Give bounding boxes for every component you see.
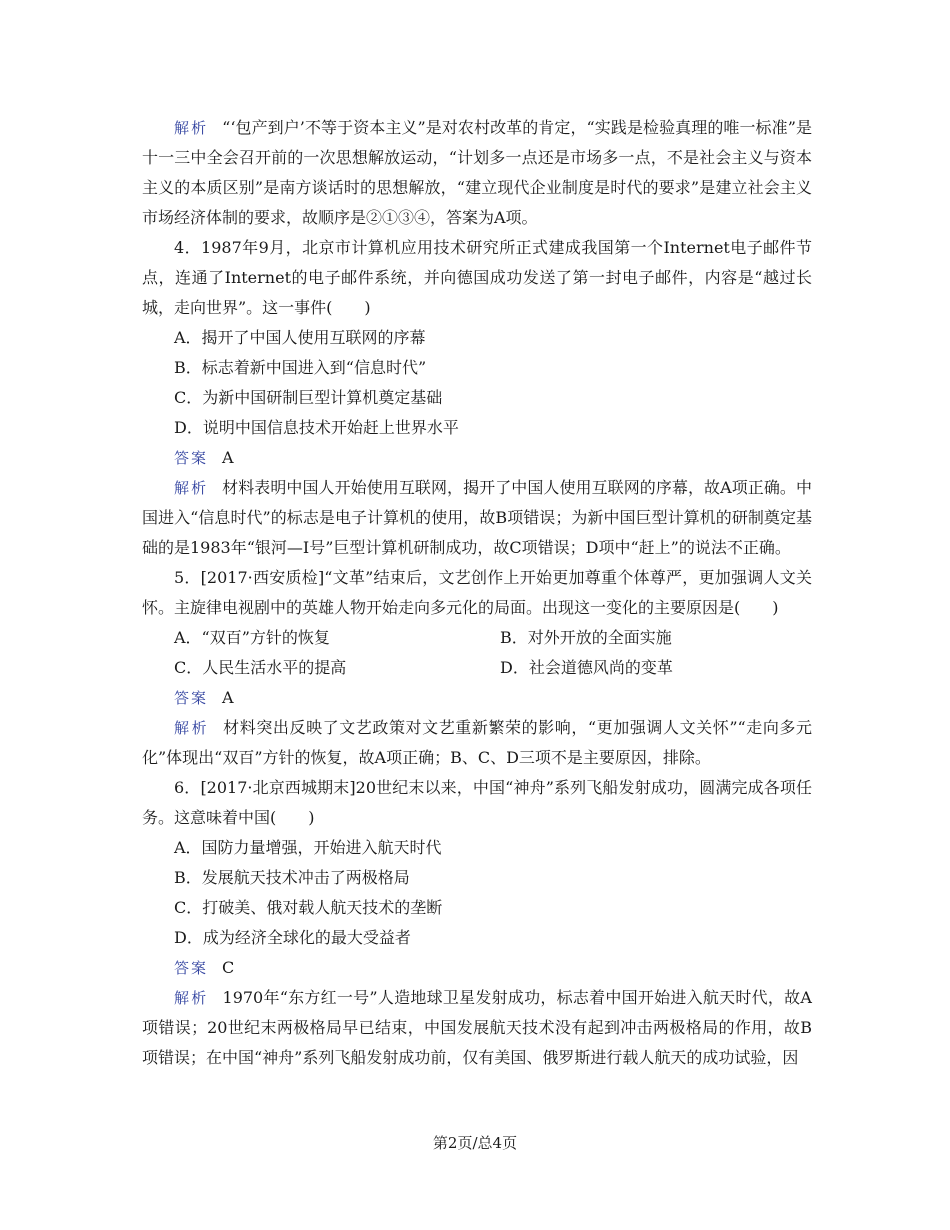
q4-option-d: D．说明中国信息技术开始赶上世界水平: [174, 418, 459, 437]
q5-answer: [142, 683, 812, 713]
q3-analysis: [142, 113, 812, 233]
q5-stem: 5．[2017·西安质检]“文革”结束后，文艺创作上开始更加尊重个体尊严，更加强调人文关怀。主旋律电视剧中的英雄人物开始走向多元化的局面。出现这一变化的主要原因是( ): [142, 568, 812, 617]
page-footer: 第2页/总4页: [432, 1134, 518, 1152]
q5-option-b: B．对外开放的全面实施: [500, 628, 672, 647]
q4-option-b: B．标志着新中国进入到“信息时代”: [174, 358, 427, 377]
answer-tag: 答案: [174, 449, 209, 467]
q4-answer: [142, 443, 812, 473]
analysis-text: 材料突出反映了文艺政策对文艺重新繁荣的影响，“更加强调人文关怀”“走向多元化”体现出“双百”方针的恢复，故A项正确；B、C、D三项不是主要原因，排除。: [142, 718, 812, 767]
analysis-text: 1970年“东方红一号”人造地球卫星发射成功，标志着中国开始进入航天时代，故A项错误；20世纪末两极格局早已结束，中国发展航天技术没有起到冲击两极格局的作用，故B项错误；在中国“神舟”系列飞船发射成功前，仅有美国、俄罗斯进行载人航天的成功试验，因: [142, 988, 812, 1067]
answer-value: A: [222, 448, 234, 467]
q6-option-a: A．国防力量增强，开始进入航天时代: [174, 838, 442, 857]
answer-value: A: [222, 688, 234, 707]
q6-analysis: [142, 983, 812, 1073]
q6-answer: [142, 953, 812, 983]
analysis-text: 材料表明中国人开始使用互联网，揭开了中国人使用互联网的序幕，故A项正确。中国进入“信息时代”的标志是电子计算机的使用，故B项错误；为新中国巨型计算机的研制奠定基础的是1983年“银河—Ⅰ号”巨型计算机研制成功，故C项错误；D项中“赶上”的说法不正确。: [142, 478, 812, 557]
document-page: [142, 113, 812, 1073]
q6-option-d: D．成为经济全球化的最大受益者: [174, 928, 411, 947]
q4-analysis: [142, 473, 812, 563]
q4-stem: 4．1987年9月，北京市计算机应用技术研究所正式建成我国第一个Internet电子邮件节点，连通了Internet的电子邮件系统，并向德国成功发送了第一封电子邮件，内容是“越过长城，走向世界”。这一事件( ): [142, 238, 812, 317]
analysis-tag: 解析: [174, 989, 209, 1007]
analysis-text: “‘包产到户’不等于资本主义”是对农村改革的肯定，“实践是检验真理的唯一标准”是十一三中全会召开前的一次思想解放运动，“计划多一点还是市场多一点，不是社会主义与资本主义的本质区别”是南方谈话时的思想解放，“建立现代企业制度是时代的要求”是建立社会主义市场经济体制的要求，故顺序是②①③④，答案为A项。: [142, 118, 812, 227]
q5-options: [142, 623, 812, 683]
q4-option-c: C．为新中国研制巨型计算机奠定基础: [174, 388, 443, 407]
q4-option-a: A．揭开了中国人使用互联网的序幕: [174, 328, 426, 347]
q5-option-c: C．人民生活水平的提高: [174, 658, 347, 677]
q5-option-d: D．社会道德风尚的变革: [500, 658, 673, 677]
q6-option-c: C．打破美、俄对载人航天技术的垄断: [174, 898, 443, 917]
q5-option-a: A．“双百”方针的恢复: [174, 628, 330, 647]
analysis-tag: 解析: [174, 719, 210, 737]
q6-stem: 6．[2017·北京西城期末]20世纪末以来，中国“神舟”系列飞船发射成功，圆满完成各项任务。这意味着中国( ): [142, 778, 812, 827]
answer-tag: 答案: [174, 689, 209, 707]
answer-tag: 答案: [174, 959, 209, 977]
q5-analysis: [142, 713, 812, 773]
analysis-tag: 解析: [174, 479, 209, 497]
q6-option-b: B．发展航天技术冲击了两极格局: [174, 868, 410, 887]
answer-value: C: [222, 958, 235, 977]
analysis-tag: 解析: [174, 119, 209, 137]
